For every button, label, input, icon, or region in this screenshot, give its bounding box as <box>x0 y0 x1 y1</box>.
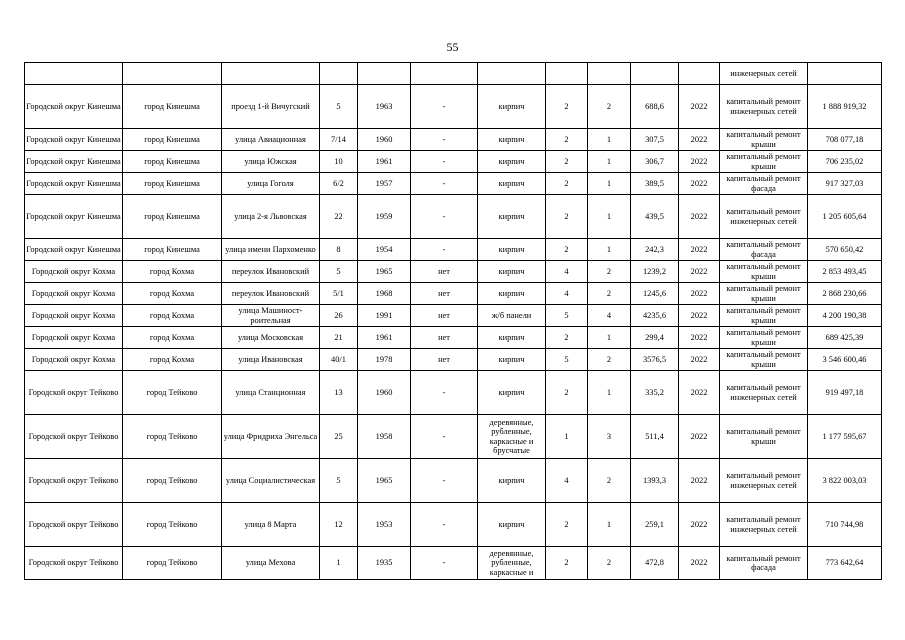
table-row <box>25 129 882 151</box>
cell-wall-material: деревянные, рубленные, каркасные и <box>478 547 546 580</box>
table-row <box>25 327 882 349</box>
cell-entrances: 1 <box>588 173 631 195</box>
table-row <box>25 503 882 547</box>
cell-street: улица Авиационная <box>222 129 320 151</box>
cell-street: улица Южская <box>222 151 320 173</box>
cell-repair-cost: 1 177 595,67 <box>808 415 882 459</box>
cell-entrances: 1 <box>588 195 631 239</box>
cell-total-area: 511,4 <box>631 415 679 459</box>
cell-entrances: 2 <box>588 261 631 283</box>
cell-wall-material: кирпич <box>478 371 546 415</box>
cell-entrances <box>588 63 631 85</box>
cell-year-planned: 2022 <box>679 151 720 173</box>
cell-settlement: город Кинешма <box>123 239 222 261</box>
cell-total-area: 306,7 <box>631 151 679 173</box>
cell-year-built: 1953 <box>358 503 411 547</box>
cell-ensemble-status: - <box>411 173 478 195</box>
cell-floors: 4 <box>546 459 588 503</box>
cell-year-built: 1958 <box>358 415 411 459</box>
cell-municipality: Городской округ Тейково <box>25 503 123 547</box>
cell-street: улица Гоголя <box>222 173 320 195</box>
cell-repair-cost: 773 642,64 <box>808 547 882 580</box>
table-row <box>25 415 882 459</box>
cell-street: улица имени Пархоменко <box>222 239 320 261</box>
cell-repair-cost: 919 497,18 <box>808 371 882 415</box>
cell-ensemble-status: - <box>411 503 478 547</box>
cell-repair-cost <box>808 63 882 85</box>
cell-year-built: 1965 <box>358 261 411 283</box>
cell-house-number: 26 <box>320 305 358 327</box>
cell-repair-type: капитальный ремонт инженерных сетей <box>720 371 808 415</box>
cell-entrances: 1 <box>588 151 631 173</box>
cell-year-planned: 2022 <box>679 459 720 503</box>
cell-total-area: 4235,6 <box>631 305 679 327</box>
cell-settlement: город Кохма <box>123 327 222 349</box>
cell-year-built: 1961 <box>358 327 411 349</box>
cell-street: переулок Ивановский <box>222 283 320 305</box>
cell-repair-type: капитальный ремонт крыши <box>720 261 808 283</box>
cell-settlement: город Кохма <box>123 305 222 327</box>
cell-repair-type: капитальный ремонт фасада <box>720 239 808 261</box>
cell-house-number: 5/1 <box>320 283 358 305</box>
housing-repair-table <box>24 62 882 580</box>
cell-house-number: 10 <box>320 151 358 173</box>
cell-house-number: 5 <box>320 261 358 283</box>
cell-year-built: 1935 <box>358 547 411 580</box>
cell-house-number: 1 <box>320 547 358 580</box>
cell-floors: 1 <box>546 415 588 459</box>
cell-year-planned: 2022 <box>679 261 720 283</box>
cell-house-number: 5 <box>320 85 358 129</box>
cell-street: улица Социалистическая <box>222 459 320 503</box>
cell-house-number: 13 <box>320 371 358 415</box>
cell-municipality: Городской округ Кинешма <box>25 85 123 129</box>
cell-ensemble-status: нет <box>411 283 478 305</box>
cell-settlement: город Тейково <box>123 371 222 415</box>
cell-floors: 2 <box>546 173 588 195</box>
cell-year-planned: 2022 <box>679 371 720 415</box>
cell-wall-material: ж/б панели <box>478 305 546 327</box>
cell-year-planned: 2022 <box>679 503 720 547</box>
cell-wall-material: кирпич <box>478 173 546 195</box>
cell-year-built: 1959 <box>358 195 411 239</box>
cell-entrances: 1 <box>588 327 631 349</box>
cell-year-built: 1957 <box>358 173 411 195</box>
cell-ensemble-status: нет <box>411 305 478 327</box>
cell-repair-cost: 3 822 003,03 <box>808 459 882 503</box>
cell-floors: 2 <box>546 327 588 349</box>
cell-total-area: 1393,3 <box>631 459 679 503</box>
table-row <box>25 195 882 239</box>
table-row <box>25 261 882 283</box>
cell-municipality: Городской округ Кинешма <box>25 195 123 239</box>
cell-settlement: город Кохма <box>123 349 222 371</box>
cell-repair-cost: 710 744,98 <box>808 503 882 547</box>
cell-repair-type: капитальный ремонт фасада <box>720 547 808 580</box>
cell-entrances: 2 <box>588 283 631 305</box>
cell-municipality: Городской округ Кохма <box>25 349 123 371</box>
cell-year-planned: 2022 <box>679 195 720 239</box>
cell-house-number: 5 <box>320 459 358 503</box>
cell-house-number: 25 <box>320 415 358 459</box>
cell-wall-material: кирпич <box>478 85 546 129</box>
cell-entrances: 1 <box>588 129 631 151</box>
cell-repair-type: капитальный ремонт крыши <box>720 151 808 173</box>
cell-repair-cost: 917 327,03 <box>808 173 882 195</box>
cell-repair-type: капитальный ремонт крыши <box>720 349 808 371</box>
table-row <box>25 371 882 415</box>
cell-settlement <box>123 63 222 85</box>
cell-year-built: 1978 <box>358 349 411 371</box>
cell-entrances: 2 <box>588 459 631 503</box>
cell-floors: 2 <box>546 547 588 580</box>
cell-floors: 5 <box>546 305 588 327</box>
cell-ensemble-status: нет <box>411 261 478 283</box>
cell-total-area: 472,8 <box>631 547 679 580</box>
cell-municipality: Городской округ Кинешма <box>25 151 123 173</box>
table-row <box>25 173 882 195</box>
cell-settlement: город Тейково <box>123 503 222 547</box>
cell-ensemble-status: - <box>411 459 478 503</box>
cell-year-built: 1965 <box>358 459 411 503</box>
cell-wall-material: кирпич <box>478 239 546 261</box>
cell-ensemble-status: - <box>411 85 478 129</box>
cell-settlement: город Тейково <box>123 415 222 459</box>
cell-ensemble-status: нет <box>411 327 478 349</box>
cell-repair-type: капитальный ремонт инженерных сетей <box>720 195 808 239</box>
cell-wall-material: кирпич <box>478 151 546 173</box>
cell-house-number: 7/14 <box>320 129 358 151</box>
cell-wall-material: кирпич <box>478 459 546 503</box>
cell-repair-type: инженерных сетей <box>720 63 808 85</box>
cell-repair-cost: 1 205 605,64 <box>808 195 882 239</box>
cell-year-planned: 2022 <box>679 85 720 129</box>
cell-repair-cost: 1 888 919,32 <box>808 85 882 129</box>
cell-street: улица Мехова <box>222 547 320 580</box>
table-row <box>25 151 882 173</box>
cell-wall-material: кирпич <box>478 327 546 349</box>
cell-total-area: 299,4 <box>631 327 679 349</box>
cell-entrances: 2 <box>588 547 631 580</box>
cell-street: улица Московская <box>222 327 320 349</box>
cell-total-area: 335,2 <box>631 371 679 415</box>
cell-ensemble-status: - <box>411 129 478 151</box>
cell-wall-material: кирпич <box>478 195 546 239</box>
cell-municipality: Городской округ Тейково <box>25 371 123 415</box>
cell-floors: 2 <box>546 85 588 129</box>
table-body <box>25 63 882 580</box>
cell-total-area: 3576,5 <box>631 349 679 371</box>
cell-street: улица Машиност-роительная <box>222 305 320 327</box>
cell-ensemble-status: - <box>411 371 478 415</box>
cell-repair-cost: 706 235,02 <box>808 151 882 173</box>
cell-total-area: 242,3 <box>631 239 679 261</box>
cell-year-planned: 2022 <box>679 547 720 580</box>
cell-repair-type: капитальный ремонт инженерных сетей <box>720 85 808 129</box>
cell-municipality: Городской округ Тейково <box>25 459 123 503</box>
cell-year-built: 1960 <box>358 129 411 151</box>
cell-settlement: город Кохма <box>123 261 222 283</box>
cell-year-planned: 2022 <box>679 305 720 327</box>
table-row <box>25 305 882 327</box>
cell-year-built: 1963 <box>358 85 411 129</box>
cell-year-planned: 2022 <box>679 349 720 371</box>
cell-repair-cost: 3 546 600,46 <box>808 349 882 371</box>
cell-settlement: город Тейково <box>123 547 222 580</box>
cell-municipality: Городской округ Кохма <box>25 283 123 305</box>
cell-total-area: 1245,6 <box>631 283 679 305</box>
cell-wall-material <box>478 63 546 85</box>
cell-year-planned: 2022 <box>679 173 720 195</box>
cell-settlement: город Кинешма <box>123 173 222 195</box>
cell-year-planned: 2022 <box>679 283 720 305</box>
cell-year-built <box>358 63 411 85</box>
cell-house-number: 22 <box>320 195 358 239</box>
cell-ensemble-status <box>411 63 478 85</box>
cell-municipality: Городской округ Кохма <box>25 327 123 349</box>
cell-ensemble-status: - <box>411 547 478 580</box>
cell-house-number: 12 <box>320 503 358 547</box>
cell-repair-type: капитальный ремонт крыши <box>720 283 808 305</box>
cell-total-area: 1239,2 <box>631 261 679 283</box>
cell-street: улица Ивановская <box>222 349 320 371</box>
cell-repair-cost: 4 200 190,38 <box>808 305 882 327</box>
page-number: 55 <box>446 40 459 54</box>
cell-year-built: 1968 <box>358 283 411 305</box>
cell-repair-type: капитальный ремонт крыши <box>720 327 808 349</box>
cell-street: переулок Ивановский <box>222 261 320 283</box>
cell-municipality: Городской округ Кинешма <box>25 173 123 195</box>
table-row <box>25 459 882 503</box>
cell-total-area: 389,5 <box>631 173 679 195</box>
cell-wall-material: кирпич <box>478 129 546 151</box>
cell-ensemble-status: - <box>411 195 478 239</box>
cell-total-area: 307,5 <box>631 129 679 151</box>
cell-repair-cost: 689 425,39 <box>808 327 882 349</box>
cell-floors: 2 <box>546 371 588 415</box>
cell-repair-type: капитальный ремонт инженерных сетей <box>720 459 808 503</box>
cell-street: проезд 1-й Вичугский <box>222 85 320 129</box>
cell-municipality: Городской округ Кохма <box>25 305 123 327</box>
cell-year-planned: 2022 <box>679 327 720 349</box>
cell-floors: 2 <box>546 503 588 547</box>
cell-total-area: 439,5 <box>631 195 679 239</box>
cell-year-planned: 2022 <box>679 129 720 151</box>
cell-ensemble-status: нет <box>411 349 478 371</box>
cell-municipality: Городской округ Кинешма <box>25 129 123 151</box>
cell-floors: 4 <box>546 283 588 305</box>
cell-wall-material: деревянные, рубленные, каркасные и брусчатые <box>478 415 546 459</box>
cell-settlement: город Кинешма <box>123 151 222 173</box>
cell-street <box>222 63 320 85</box>
cell-entrances: 3 <box>588 415 631 459</box>
cell-year-built: 1961 <box>358 151 411 173</box>
table-row <box>25 283 882 305</box>
cell-total-area: 259,1 <box>631 503 679 547</box>
cell-house-number: 21 <box>320 327 358 349</box>
table-row <box>25 85 882 129</box>
cell-year-planned: 2022 <box>679 239 720 261</box>
cell-entrances: 2 <box>588 349 631 371</box>
cell-year-built: 1991 <box>358 305 411 327</box>
cell-ensemble-status: - <box>411 151 478 173</box>
cell-repair-cost: 2 868 230,66 <box>808 283 882 305</box>
cell-street: улица Фридриха Энгельса <box>222 415 320 459</box>
cell-floors: 2 <box>546 239 588 261</box>
cell-floors: 4 <box>546 261 588 283</box>
cell-settlement: город Кинешма <box>123 195 222 239</box>
cell-year-built: 1960 <box>358 371 411 415</box>
cell-total-area: 688,6 <box>631 85 679 129</box>
cell-municipality: Городской округ Тейково <box>25 415 123 459</box>
cell-repair-type: капитальный ремонт крыши <box>720 415 808 459</box>
cell-settlement: город Кинешма <box>123 129 222 151</box>
cell-house-number: 8 <box>320 239 358 261</box>
cell-municipality <box>25 63 123 85</box>
cell-entrances: 1 <box>588 503 631 547</box>
table-row <box>25 239 882 261</box>
cell-floors: 5 <box>546 349 588 371</box>
table-row <box>25 547 882 580</box>
cell-entrances: 1 <box>588 371 631 415</box>
cell-total-area <box>631 63 679 85</box>
table-row <box>25 349 882 371</box>
cell-repair-type: капитальный ремонт крыши <box>720 129 808 151</box>
cell-repair-type: капитальный ремонт крыши <box>720 305 808 327</box>
cell-house-number <box>320 63 358 85</box>
cell-municipality: Городской округ Кинешма <box>25 239 123 261</box>
cell-floors <box>546 63 588 85</box>
cell-repair-type: капитальный ремонт инженерных сетей <box>720 503 808 547</box>
cell-floors: 2 <box>546 195 588 239</box>
cell-repair-cost: 708 077,18 <box>808 129 882 151</box>
cell-settlement: город Тейково <box>123 459 222 503</box>
cell-municipality: Городской округ Тейково <box>25 547 123 580</box>
cell-entrances: 4 <box>588 305 631 327</box>
cell-street: улица 8 Марта <box>222 503 320 547</box>
cell-floors: 2 <box>546 151 588 173</box>
cell-year-built: 1954 <box>358 239 411 261</box>
cell-ensemble-status: - <box>411 239 478 261</box>
cell-repair-cost: 2 853 493,45 <box>808 261 882 283</box>
cell-settlement: город Кинешма <box>123 85 222 129</box>
cell-house-number: 6/2 <box>320 173 358 195</box>
cell-repair-type: капитальный ремонт фасада <box>720 173 808 195</box>
cell-year-planned <box>679 63 720 85</box>
cell-street: улица 2-я Львовская <box>222 195 320 239</box>
cell-house-number: 40/1 <box>320 349 358 371</box>
cell-floors: 2 <box>546 129 588 151</box>
cell-ensemble-status: - <box>411 415 478 459</box>
cell-year-planned: 2022 <box>679 415 720 459</box>
cell-municipality: Городской округ Кохма <box>25 261 123 283</box>
cell-wall-material: кирпич <box>478 261 546 283</box>
cell-entrances: 1 <box>588 239 631 261</box>
cell-repair-cost: 570 650,42 <box>808 239 882 261</box>
cell-wall-material: кирпич <box>478 283 546 305</box>
cell-wall-material: кирпич <box>478 349 546 371</box>
cell-entrances: 2 <box>588 85 631 129</box>
cell-street: улица Станционная <box>222 371 320 415</box>
cell-settlement: город Кохма <box>123 283 222 305</box>
table-row <box>25 63 882 85</box>
cell-wall-material: кирпич <box>478 503 546 547</box>
